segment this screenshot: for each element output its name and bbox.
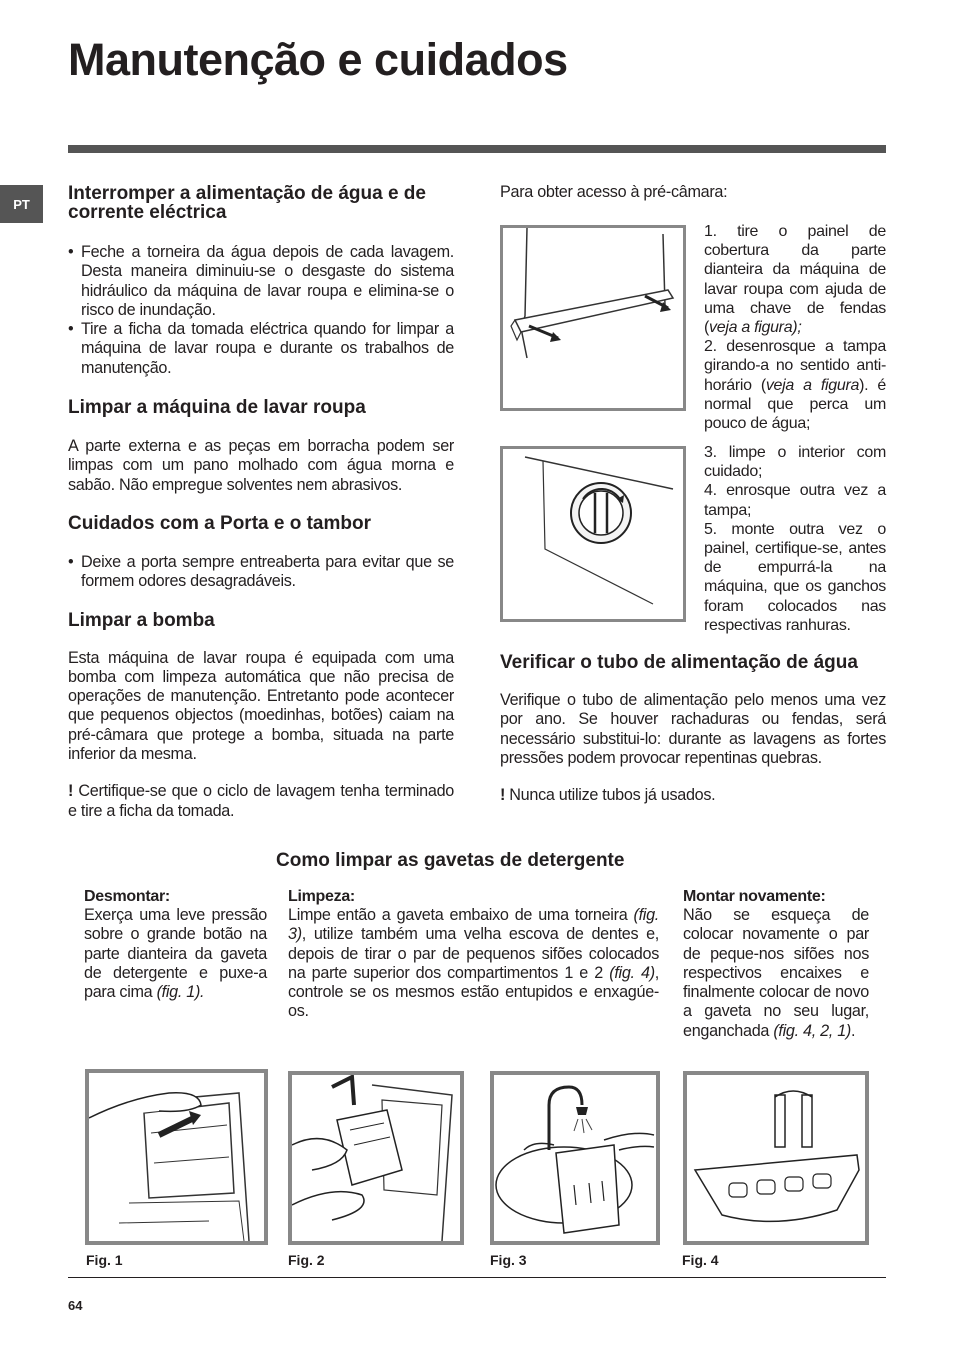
pump-text: Esta máquina de lavar roupa é equipada com uma bomba com limpeza automática que não precisa de operações de manutenção. Entretanto pode acontecer que pequenos objectos (moedinhas, botões) caiam na pré-câmara que protege a bomba, situada na parte inferior da mesma. (68, 648, 454, 764)
hose-text: Verifique o tubo de alimentação pelo menos uma vez por ano. Se houver rachaduras ou fendas, será necessário substitui-lo: durante as lavagens as fortes pressões podem provocar repentinas quebras. (500, 691, 886, 767)
fig-1-illustration (89, 1073, 264, 1241)
pre-chamber-intro: Para obter acesso à pré-câmara: (500, 183, 728, 201)
clean-title: Limpeza: (288, 888, 355, 905)
warning-mark: ! (68, 782, 74, 801)
section-heading-door-drum: Cuidados com a Porta e o tambor (68, 512, 371, 534)
clean-ref-1: (fig. 3) (288, 906, 659, 944)
step-1-text: 1. tire o painel de cobertura da parte dianteira da máquina de lavar roupa com ajuda de uma chave de fendas ( (704, 223, 886, 337)
steps-1-2 (704, 222, 886, 433)
step-2-text: 2. desenrosque a tampa girando-a no sentido anti-horário ( (704, 338, 886, 394)
steps-3-5 (704, 443, 886, 635)
section-heading-drawer: Como limpar as gavetas de detergente (276, 850, 625, 871)
fig-4-box (683, 1071, 869, 1245)
step-3-text: 3. limpe o interior com cuidado; (704, 444, 886, 481)
step-2-end: ). é normal que perca um pouco de água; (704, 376, 886, 433)
water-power-list (68, 243, 454, 378)
page-title: Manutenção e cuidados (68, 34, 568, 85)
fig-3-label: Fig. 3 (490, 1252, 527, 1268)
warning-text: Nunca utilize tubos já usados. (509, 786, 716, 805)
title-rule (68, 145, 886, 153)
panel-removal-figure (500, 225, 686, 411)
remove-text: Exerça uma leve pressão sobre o grande botão na parte dianteira da gaveta de detergente e puxe-a para cima (84, 906, 267, 1002)
reassemble-ref: (fig. 4, 2, 1) (773, 1021, 851, 1040)
clean-machine-text: A parte externa e as peças em borracha podem ser limpas com um pano molhado com água morna e sabão. Não empregue solventes nem abrasivos. (68, 437, 454, 494)
door-drum-list (68, 553, 454, 592)
reassemble-end: . (851, 1021, 856, 1040)
section-heading-water-power: Interromper a alimentação de água e de corrente eléctrica (68, 183, 426, 223)
clean-text-1: Limpe então a gaveta embaixo de uma torneira (288, 906, 634, 924)
remove-title: Desmontar: (84, 888, 170, 905)
clean-text-2: , utilize também uma velha escova de dentes e, depois de tirar o par de pequenos sifões colocados na parte superior dos compartimentos 1 e 2 (288, 925, 659, 982)
fig-1-box (85, 1069, 268, 1245)
step-2-ref: veja a figura (765, 376, 860, 394)
section-heading-hose: Verificar o tubo de alimentação de água (500, 652, 858, 673)
reassemble-title: Montar novamente: (683, 888, 826, 905)
remove-ref: (fig. 1). (156, 983, 205, 1002)
fig-3-illustration (494, 1075, 656, 1241)
list-item: • Deixe a porta sempre entreaberta para evitar que se formem odores desagradáveis. (68, 553, 454, 592)
hose-warning (500, 786, 886, 805)
footer-rule (68, 1277, 886, 1278)
section-heading-pump: Limpar a bomba (68, 609, 215, 631)
clean-text-3: , controle se os mesmos estão entupidos e enxagúe-os. (288, 963, 659, 1021)
fig-1-label: Fig. 1 (86, 1252, 123, 1268)
panel-removal-illustration (503, 228, 683, 408)
clean-ref-2: (fig. 4) (609, 963, 655, 982)
step-5-text: 5. monte outra vez o painel, certifique-se, antes de empurrá-la na máquina, que os ganchos foram colocados nas respectivas ranhuras. (704, 520, 886, 634)
fig-3-box (490, 1071, 660, 1245)
fig-4-label: Fig. 4 (682, 1252, 719, 1268)
list-item: • Tire a ficha da tomada eléctrica quando for limpar a máquina de lavar roupa e durante os trabalhos de manutenção. (68, 320, 454, 378)
warning-mark: ! (500, 786, 506, 805)
section-heading-clean-machine: Limpar a máquina de lavar roupa (68, 397, 366, 419)
drawer-col-reassemble (683, 887, 869, 1041)
list-item: • Feche a torneira da água depois de cada lavagem. Desta maneira diminuiu-se o desgaste do sistema hidráulico da máquina de lavar roupa e elimina-se o risco de inundação. (68, 243, 454, 320)
left-column (68, 184, 454, 821)
hose-section (500, 653, 886, 805)
cap-removal-figure (500, 446, 686, 622)
step-4-text: 4. enrosque outra vez a tampa; (704, 482, 886, 519)
language-tab: PT (0, 185, 43, 223)
drawer-col-clean (288, 887, 659, 1022)
cap-removal-illustration (503, 449, 683, 619)
fig-2-box (288, 1071, 464, 1245)
drawer-col-remove (84, 887, 267, 1002)
fig-2-illustration (292, 1075, 460, 1241)
fig-2-label: Fig. 2 (288, 1252, 325, 1268)
step-1-ref: veja a figura); (709, 319, 802, 337)
page-number: 64 (68, 1298, 83, 1313)
warning-text: Certifique-se que o ciclo de lavagem tenha terminado e tire a ficha da tomada. (68, 782, 454, 820)
pump-warning (68, 782, 454, 821)
reassemble-text: Não se esqueça de colocar novamente o par de peque-nos sifões nos respectivos encaixes e finalmente colocar de novo a gaveta no seu lugar, enganchada (683, 906, 869, 1040)
fig-4-illustration (687, 1075, 865, 1241)
